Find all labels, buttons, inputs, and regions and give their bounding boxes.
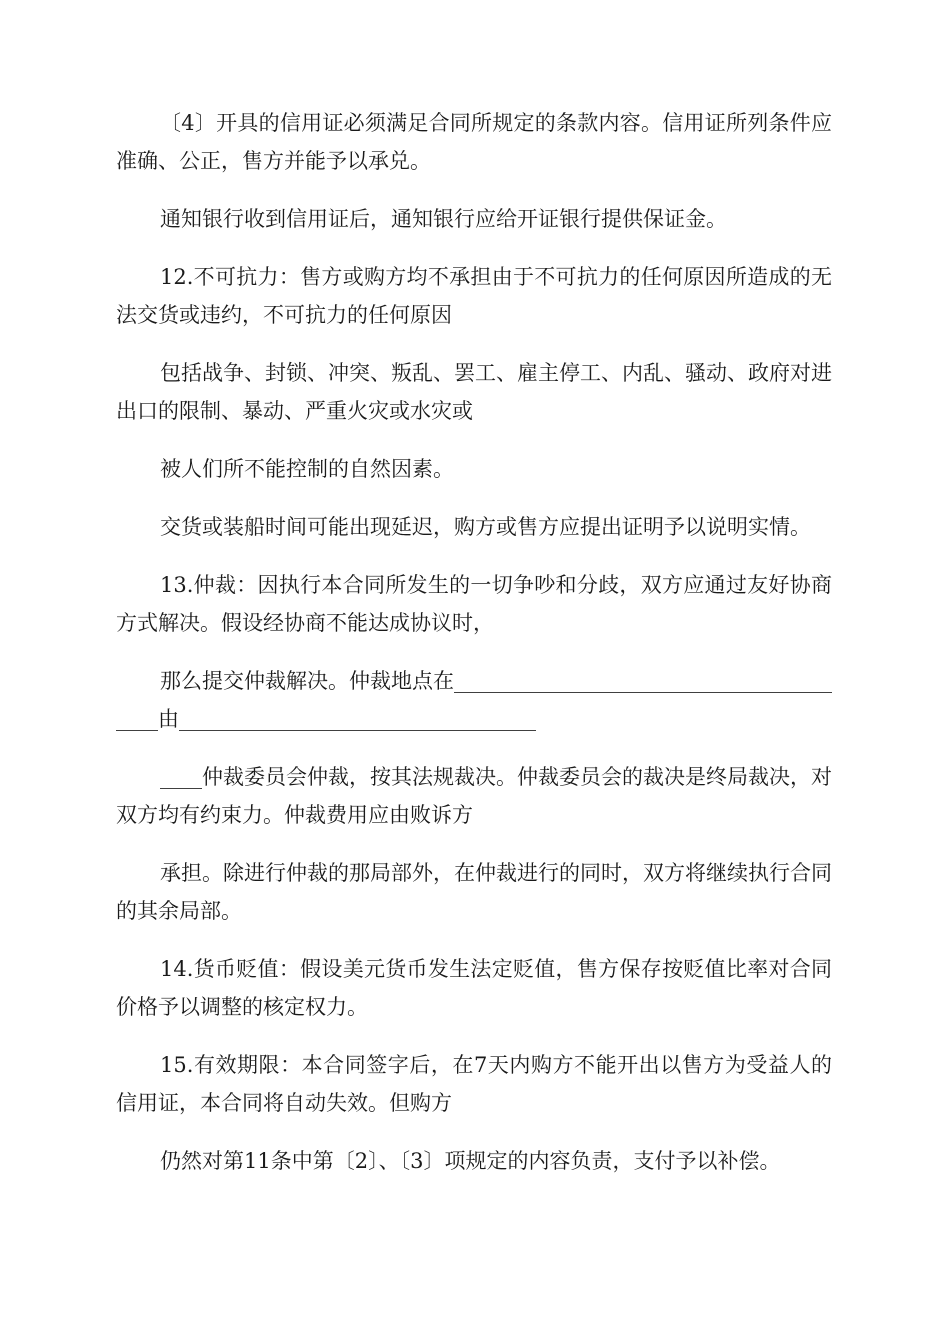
- paragraph-natural-factors: 被人们所不能控制的自然因素。: [160, 457, 454, 481]
- paragraph-currency-devaluation: 14.货币贬值：假设美元货币发生法定贬值，售方保存按贬值比率对合同价格予以调整的核定权力。: [116, 957, 832, 1019]
- paragraph-arbitration: 13.仲裁：因执行本合同所发生的一切争吵和分歧，双方应通过友好协商方式解决。假设经协商不能达成协议时，: [116, 573, 832, 635]
- paragraph-force-majeure-causes: 包括战争、封锁、冲突、叛乱、罢工、雇主停工、内乱、骚动、政府对进出口的限制、暴动、严重火灾或水灾或: [116, 361, 832, 423]
- paragraph-advising-bank: 通知银行收到信用证后，通知银行应给开证银行提供保证金。: [160, 207, 727, 231]
- paragraph-arbitration-place: 那么提交仲裁解决。仲裁地点在________________________________________由__________________________________: [116, 669, 832, 731]
- paragraph-letter-of-credit-terms: 〔4〕开具的信用证必须满足合同所规定的条款内容。信用证所列条件应准确、公正，售方并能予以承兑。: [116, 111, 832, 173]
- paragraph-arbitration-committee: ____仲裁委员会仲裁，按其法规裁决。仲裁委员会的裁决是终局裁决，对双方均有约束力。仲裁费用应由败诉方: [116, 765, 832, 827]
- paragraph-validity-period: 15.有效期限：本合同签字后，在7天内购方不能开出以售方为受益人的信用证，本合同将自动失效。但购方: [116, 1053, 832, 1115]
- paragraph-delivery-delay: 交货或装船时间可能出现延迟，购方或售方应提出证明予以说明实情。: [160, 515, 811, 539]
- paragraph-compensation: 仍然对第11条中第〔2〕、〔3〕项规定的内容负责，支付予以补偿。: [160, 1149, 781, 1173]
- document-page: [116, 104, 832, 1200]
- paragraph-arbitration-cost: 承担。除进行仲裁的那局部外，在仲裁进行的同时，双方将继续执行合同的其余局部。: [116, 861, 832, 923]
- paragraph-force-majeure: 12.不可抗力：售方或购方均不承担由于不可抗力的任何原因所造成的无法交货或违约，不可抗力的任何原因: [116, 265, 832, 327]
